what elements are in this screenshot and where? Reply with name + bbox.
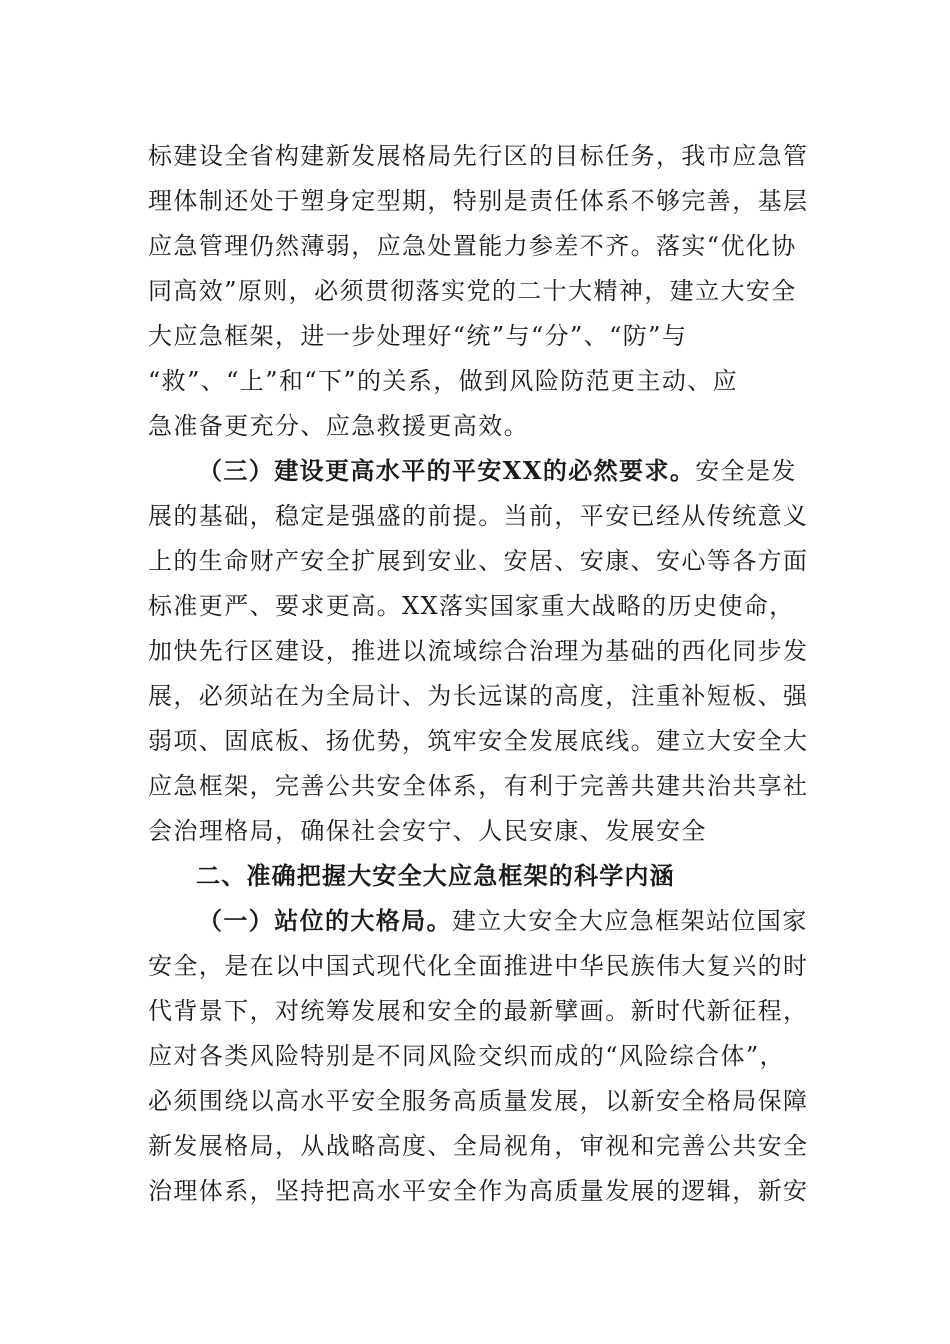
- subsection-title-1: （一）站位的大格局。: [198, 906, 452, 935]
- subsection-line: [198, 456, 858, 486]
- paragraph-line: 新发展格局，从战略高度、全局视角，审视和完善公共安全: [148, 1132, 809, 1160]
- subsection-body-start: 安全是发: [695, 457, 797, 485]
- paragraph-line: 会治理格局，确保社会安宁、人民安康、发展安全: [148, 817, 707, 845]
- paragraph-line: “救”、“上”和“下”的关系，做到风险防范更主动、应: [148, 367, 739, 395]
- paragraph-line: 理体制还处于塑身定型期，特别是责任体系不够完善，基层: [148, 187, 809, 215]
- subsection-line: [198, 906, 858, 936]
- paragraph-line: 代背景下，对统筹发展和安全的最新擘画。新时代新征程，: [148, 997, 809, 1025]
- subsection-body-start: 建立大安全大应急框架站位国家: [452, 907, 808, 935]
- paragraph-line: 展的基础，稳定是强盛的前提。当前，平安已经从传统意义: [148, 502, 809, 530]
- paragraph-line: 展，必须站在为全局计、为长远谋的高度，注重补短板、强: [148, 682, 809, 710]
- paragraph-line: 应急框架，完善公共安全体系，有利于完善共建共治共享社: [148, 772, 809, 800]
- paragraph-line: 安全，是在以中国式现代化全面推进中华民族伟大复兴的时: [148, 952, 809, 980]
- paragraph-line: 弱项、固底板、扬优势，筑牢安全发展底线。建立大安全大: [148, 727, 809, 755]
- paragraph-line: 必须围绕以高水平安全服务高质量发展，以新安全格局保障: [148, 1087, 809, 1115]
- paragraph-line: 应急管理仍然薄弱，应急处置能力参差不齐。落实“优化协: [148, 232, 797, 260]
- paragraph-line: 加快先行区建设，推进以流域综合治理为基础的西化同步发: [148, 637, 809, 665]
- paragraph-line: 大应急框架，进一步处理好“统”与“分”、“防”与: [148, 322, 688, 350]
- paragraph-line: 治理体系，坚持把高水平安全作为高质量发展的逻辑，新安: [148, 1177, 809, 1205]
- paragraph-line: 同高效”原则，必须贯彻落实党的二十大精神，建立大安全: [148, 277, 797, 305]
- paragraph-line: 急准备更充分、应急救援更高效。: [148, 412, 529, 440]
- paragraph-line: 标准更严、要求更高。XX落实国家重大战略的历史使命，: [148, 592, 795, 620]
- section-heading-2: 二、准确把握大安全大应急框架的科学内涵: [196, 862, 675, 890]
- subsection-title-3: （三）建设更高水平的平安XX的必然要求。: [198, 456, 696, 485]
- paragraph-line: 标建设全省构建新发展格局先行区的目标任务，我市应急管: [148, 142, 809, 170]
- paragraph-line: 应对各类风险特别是不同风险交织而成的“风险综合体”，: [148, 1042, 785, 1070]
- paragraph-line: 上的生命财产安全扩展到安业、安居、安康、安心等各方面: [148, 547, 809, 575]
